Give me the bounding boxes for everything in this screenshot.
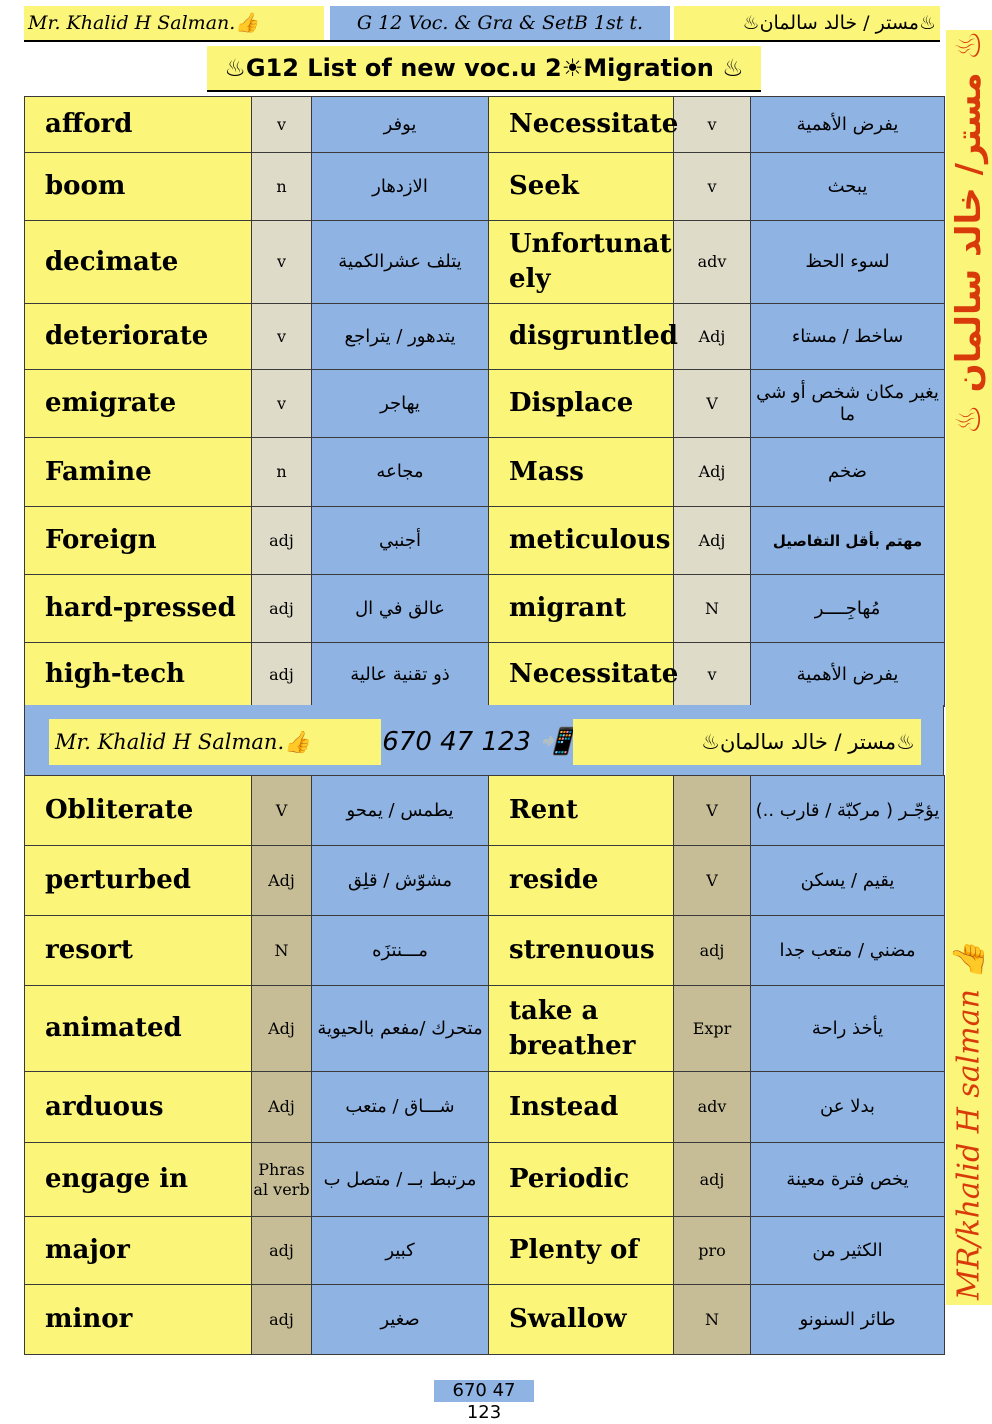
english-word: afford	[25, 97, 252, 153]
part-of-speech: pro	[674, 1217, 751, 1285]
vocab-row	[25, 507, 945, 575]
english-word: Famine	[25, 438, 252, 507]
arabic-meaning: كبير	[312, 1217, 489, 1285]
arabic-meaning: يفرض الأهمية	[751, 643, 945, 707]
english-word: Periodic	[489, 1143, 674, 1217]
arabic-meaning: مهتم بأقل التفاصيل	[751, 507, 945, 575]
arabic-meaning: أجنبي	[312, 507, 489, 575]
part-of-speech: adv	[674, 1072, 751, 1143]
english-word: take a breather	[489, 986, 674, 1072]
english-word: disgruntled	[489, 304, 674, 370]
vocab-row	[25, 575, 945, 643]
english-word: strenuous	[489, 916, 674, 986]
arabic-meaning: مُهاجِــــر	[751, 575, 945, 643]
part-of-speech: n	[252, 438, 312, 507]
part-of-speech: adj	[252, 575, 312, 643]
header-teacher-arabic: ♨مستر / خالد سالمان♨	[674, 6, 940, 40]
english-word: Displace	[489, 370, 674, 438]
part-of-speech: Adj	[252, 846, 312, 916]
arabic-meaning: يفرض الأهمية	[751, 97, 945, 153]
vocab-row	[25, 916, 945, 986]
english-word: emigrate	[25, 370, 252, 438]
banner-teacher-name: Mr. Khalid H Salman.👍	[49, 719, 381, 765]
vocab-row	[25, 776, 945, 846]
arabic-meaning: مضني / متعب جدا	[751, 916, 945, 986]
english-word: arduous	[25, 1072, 252, 1143]
part-of-speech: adj	[674, 916, 751, 986]
part-of-speech: Expr	[674, 986, 751, 1072]
part-of-speech: V	[674, 370, 751, 438]
vocab-table-1	[24, 96, 945, 707]
arabic-meaning: يغير مكان شخص أو شي ما	[751, 370, 945, 438]
english-word: Unfortunat ely	[489, 221, 674, 304]
part-of-speech: V	[674, 846, 751, 916]
part-of-speech: Adj	[674, 438, 751, 507]
part-of-speech: adj	[252, 1217, 312, 1285]
english-word: perturbed	[25, 846, 252, 916]
header-teacher-name: Mr. Khalid H Salman.👍	[24, 6, 324, 40]
vocab-row	[25, 643, 945, 707]
vocab-row	[25, 846, 945, 916]
vocab-row	[25, 438, 945, 507]
arabic-meaning: مشوّش / قلِق	[312, 846, 489, 916]
vocab-row	[25, 221, 945, 304]
arabic-meaning: الكثير من	[751, 1217, 945, 1285]
arabic-meaning: صغير	[312, 1285, 489, 1355]
english-word: Swallow	[489, 1285, 674, 1355]
part-of-speech: Adj	[674, 507, 751, 575]
english-word: engage in	[25, 1143, 252, 1217]
english-word: Obliterate	[25, 776, 252, 846]
side-vertical-arabic: ♨ مستر/ خالد سالمان ♨	[949, 30, 989, 435]
arabic-meaning: يوفر	[312, 97, 489, 153]
vocab-row	[25, 986, 945, 1072]
footer-phone: 670 47 123	[434, 1380, 534, 1402]
arabic-meaning: يبحث	[751, 153, 945, 221]
part-of-speech: adj	[252, 1285, 312, 1355]
english-word: decimate	[25, 221, 252, 304]
english-word: high-tech	[25, 643, 252, 707]
vocab-row	[25, 304, 945, 370]
arabic-meaning: بدلا عن	[751, 1072, 945, 1143]
arabic-meaning: يأخذ راحة	[751, 986, 945, 1072]
vocab-row	[25, 1217, 945, 1285]
english-word: boom	[25, 153, 252, 221]
part-of-speech: v	[674, 97, 751, 153]
arabic-meaning: يتلف عشرالكمية	[312, 221, 489, 304]
arabic-meaning: شـــاق / متعب	[312, 1072, 489, 1143]
english-word: meticulous	[489, 507, 674, 575]
english-word: resort	[25, 916, 252, 986]
arabic-meaning: متحرك /مفعم بالحيوية	[312, 986, 489, 1072]
english-word: animated	[25, 986, 252, 1072]
vocab-row	[25, 1143, 945, 1217]
part-of-speech: adv	[674, 221, 751, 304]
arabic-meaning: يطمس / يمحو	[312, 776, 489, 846]
english-word: Plenty of	[489, 1217, 674, 1285]
contact-banner	[24, 705, 944, 775]
part-of-speech: v	[674, 643, 751, 707]
part-of-speech: v	[674, 153, 751, 221]
arabic-meaning: ساخط / مستاء	[751, 304, 945, 370]
arabic-meaning: ضخم	[751, 438, 945, 507]
english-word: Rent	[489, 776, 674, 846]
arabic-meaning: ذو تقنية عالية	[312, 643, 489, 707]
part-of-speech: V	[252, 776, 312, 846]
part-of-speech: Adj	[252, 1072, 312, 1143]
english-word: minor	[25, 1285, 252, 1355]
arabic-meaning: طائر السنونو	[751, 1285, 945, 1355]
header-course: G 12 Voc. & Gra & SetB 1st t.	[330, 6, 670, 40]
part-of-speech: Adj	[674, 304, 751, 370]
part-of-speech: adj	[252, 507, 312, 575]
arabic-meaning: يؤجّـر ( مركبّة / قارب ..)	[751, 776, 945, 846]
arabic-meaning: عالق في ال	[312, 575, 489, 643]
english-word: Seek	[489, 153, 674, 221]
part-of-speech: n	[252, 153, 312, 221]
part-of-speech: adj	[252, 643, 312, 707]
arabic-meaning: يقيم / يسكن	[751, 846, 945, 916]
vocab-row	[25, 1285, 945, 1355]
page-header	[24, 6, 940, 42]
part-of-speech: Phras al verb	[252, 1143, 312, 1217]
part-of-speech: v	[252, 221, 312, 304]
english-word: migrant	[489, 575, 674, 643]
arabic-meaning: مجاعه	[312, 438, 489, 507]
banner-teacher-arabic: ♨مستر / خالد سالمان♨	[573, 719, 921, 765]
english-word: deteriorate	[25, 304, 252, 370]
part-of-speech: v	[252, 304, 312, 370]
english-word: Necessitate	[489, 643, 674, 707]
english-word: Mass	[489, 438, 674, 507]
arabic-meaning: يتدهور / يتراجع	[312, 304, 489, 370]
vocab-row	[25, 153, 945, 221]
part-of-speech: N	[674, 1285, 751, 1355]
english-word: reside	[489, 846, 674, 916]
arabic-meaning: يخص فترة معينة	[751, 1143, 945, 1217]
banner-phone: 670 47 123 📲	[382, 727, 572, 757]
english-word: Necessitate	[489, 97, 674, 153]
side-vertical-english: MR/khalid H salman 👍	[951, 942, 987, 1300]
part-of-speech: v	[252, 97, 312, 153]
part-of-speech: v	[252, 370, 312, 438]
part-of-speech: adj	[674, 1143, 751, 1217]
page-title: ♨G12 List of new voc.u 2☀Migration ♨	[207, 46, 761, 92]
part-of-speech: N	[674, 575, 751, 643]
english-word: Instead	[489, 1072, 674, 1143]
vocab-row	[25, 1072, 945, 1143]
arabic-meaning: لسوء الحظ	[751, 221, 945, 304]
english-word: major	[25, 1217, 252, 1285]
arabic-meaning: يهاجر	[312, 370, 489, 438]
arabic-meaning: مـــنتزَه	[312, 916, 489, 986]
vocab-row	[25, 97, 945, 153]
part-of-speech: V	[674, 776, 751, 846]
vocab-row	[25, 370, 945, 438]
arabic-meaning: مرتبط بــ / متصل ب	[312, 1143, 489, 1217]
english-word: hard-pressed	[25, 575, 252, 643]
arabic-meaning: الازدهار	[312, 153, 489, 221]
english-word: Foreign	[25, 507, 252, 575]
part-of-speech: N	[252, 916, 312, 986]
vocab-table-2	[24, 775, 945, 1355]
part-of-speech: Adj	[252, 986, 312, 1072]
